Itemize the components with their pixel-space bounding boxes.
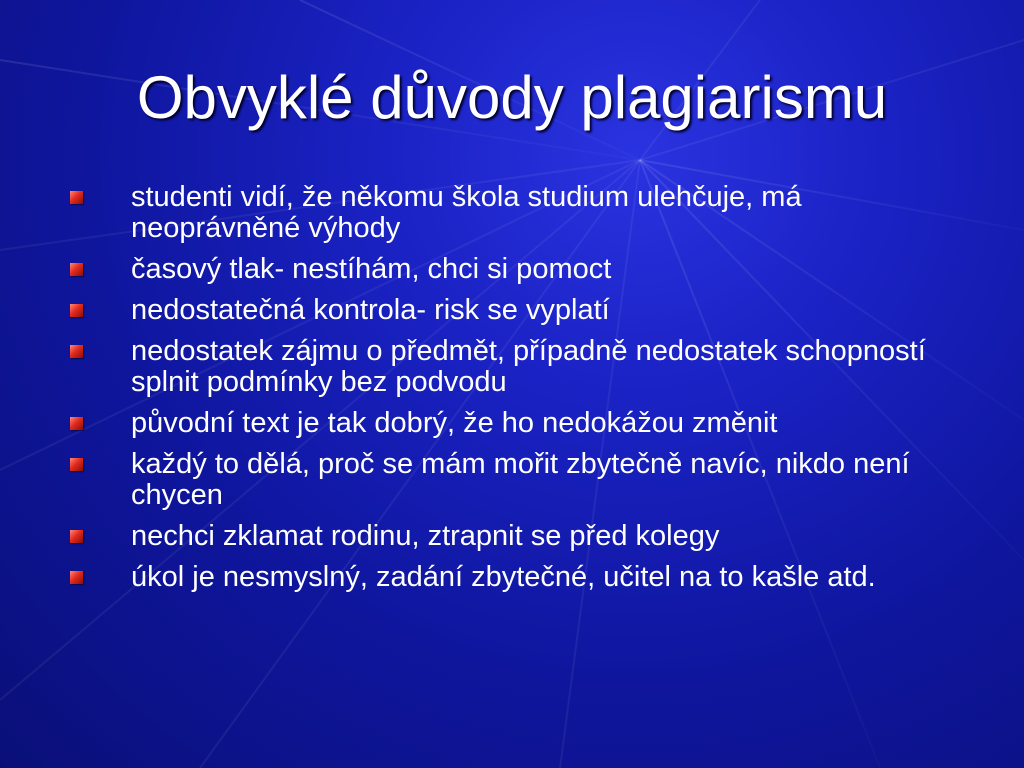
bullet-item (70, 449, 970, 511)
bullet-list (70, 182, 970, 603)
red-square-bullet-icon (70, 304, 83, 317)
bullet-item (70, 295, 970, 326)
bullet-text: nedostatek zájmu o předmět, případně nedostatek schopností splnit podmínky bez podvodu (131, 335, 926, 398)
bullet-item (70, 254, 970, 285)
bullet-item (70, 562, 970, 593)
red-square-bullet-icon (70, 345, 83, 358)
red-square-bullet-icon (70, 530, 83, 543)
bullet-item (70, 182, 970, 244)
bullet-text: každý to dělá, proč se mám mořit zbytečně navíc, nikdo není chycen (131, 448, 910, 511)
red-square-bullet-icon (70, 458, 83, 471)
bullet-item (70, 336, 970, 398)
bullet-text: studenti vidí, že někomu škola studium ulehčuje, má neoprávněné výhody (131, 181, 802, 244)
slide-title: Obvyklé důvody plagiarismu (136, 64, 888, 131)
bullet-text: časový tlak- nestíhám, chci si pomoct (131, 253, 612, 285)
bullet-text: nedostatečná kontrola- risk se vyplatí (131, 294, 610, 326)
bullet-text: původní text je tak dobrý, že ho nedokážou změnit (131, 407, 778, 439)
bullet-item (70, 521, 970, 552)
red-square-bullet-icon (70, 191, 83, 204)
red-square-bullet-icon (70, 571, 83, 584)
red-square-bullet-icon (70, 263, 83, 276)
red-square-bullet-icon (70, 417, 83, 430)
bullet-item (70, 408, 970, 439)
bullet-text: úkol je nesmyslný, zadání zbytečné, učitel na to kašle atd. (131, 561, 876, 593)
bullet-text: nechci zklamat rodinu, ztrapnit se před kolegy (131, 520, 720, 552)
